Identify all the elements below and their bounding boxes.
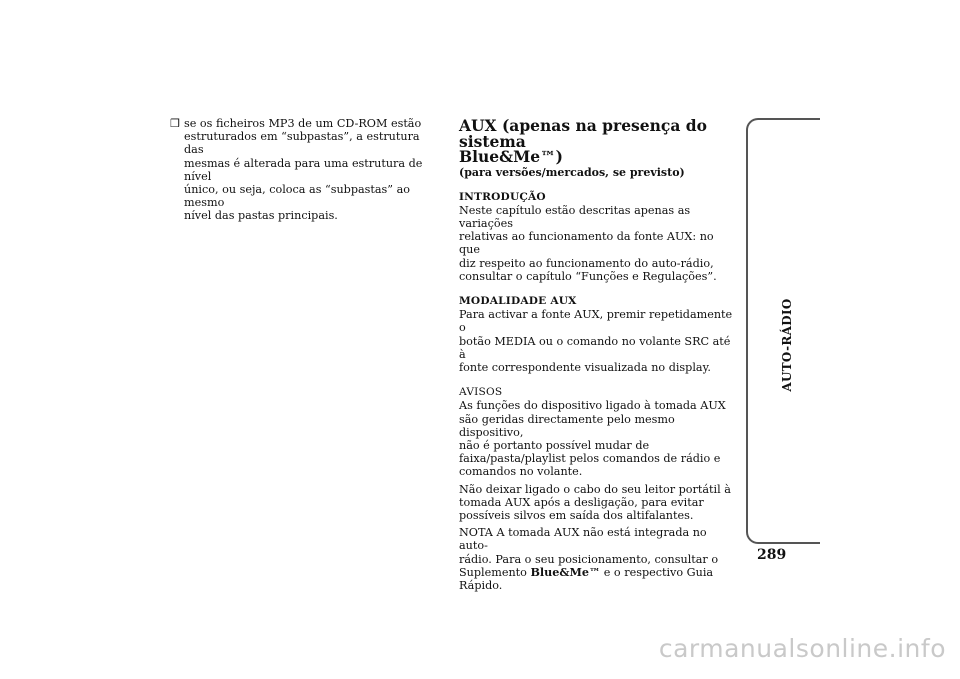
text-line: fonte correspondente visualizada no display. bbox=[459, 360, 711, 374]
text-line: são geridas directamente pelo mesmo dispositivo, bbox=[459, 412, 675, 439]
checkbox-bullet-icon: ❒ bbox=[170, 117, 180, 130]
text-line: Não deixar ligado o cabo do seu leitor portátil à bbox=[459, 482, 731, 496]
text-line: consultar o capítulo “Funções e Regulações”. bbox=[459, 269, 717, 283]
bullet-line: mesmas é alterada para uma estrutura de nível bbox=[184, 156, 423, 183]
section-title-line: Blue&Me™) bbox=[459, 147, 563, 166]
text-line: As funções do dispositivo ligado à tomada AUX bbox=[459, 399, 726, 413]
left-column bbox=[170, 117, 440, 223]
text-line: Para activar a fonte AUX, premir repetidamente o bbox=[459, 308, 733, 335]
bullet-line: nível das pastas principais. bbox=[184, 209, 338, 223]
warnings-heading: AVISOS bbox=[459, 386, 503, 399]
bullet-line: único, ou seja, coloca as “subpastas” ao mesmo bbox=[184, 183, 410, 210]
text-line: diz respeito ao funcionamento do auto-rádio, bbox=[459, 256, 714, 270]
section-title-line: AUX (apenas na presença do sistema bbox=[459, 116, 707, 151]
text-line: possíveis silvos em saída dos altifalantes. bbox=[459, 508, 694, 522]
note-paragraph bbox=[459, 526, 734, 592]
chapter-tab-text: AUTO-RÁDIO bbox=[780, 298, 794, 392]
mode-paragraph bbox=[459, 308, 734, 374]
watermark: carmanualsonline.info bbox=[658, 634, 946, 663]
bullet-item bbox=[170, 117, 440, 223]
text-line: botão MEDIA ou o comando no volante SRC até à bbox=[459, 334, 731, 361]
page-number: 289 bbox=[757, 547, 787, 563]
mode-heading: MODALIDADE AUX bbox=[459, 294, 577, 307]
text-line: Neste capítulo estão descritas apenas as variações bbox=[459, 203, 691, 230]
intro-heading: INTRODUÇÃO bbox=[459, 190, 546, 203]
text-line: tomada AUX após a desligação, para evitar bbox=[459, 495, 704, 509]
right-column bbox=[459, 118, 734, 592]
text-line: relativas ao funcionamento da fonte AUX: no que bbox=[459, 230, 714, 257]
text-line: Rápido. bbox=[459, 578, 503, 592]
section-title bbox=[459, 118, 734, 165]
text-run: e o respectivo Guia bbox=[600, 565, 714, 579]
warnings-paragraph-2 bbox=[459, 483, 734, 523]
text-run-bold: Blue&Me™ bbox=[530, 564, 601, 579]
section-subtitle: (para versões/mercados, se previsto) bbox=[459, 165, 685, 179]
text-line: comandos no volante. bbox=[459, 465, 583, 479]
text-line: não é portanto possível mudar de bbox=[459, 438, 650, 452]
bullet-line: estruturados em “subpastas”, a estrutura das bbox=[184, 130, 420, 157]
warnings-paragraph-1 bbox=[459, 399, 734, 478]
text-line bbox=[459, 566, 734, 579]
intro-paragraph bbox=[459, 204, 734, 283]
text-run: Suplemento bbox=[459, 565, 531, 579]
text-line: NOTA A tomada AUX não está integrada no auto- bbox=[459, 526, 707, 553]
chapter-tab-label bbox=[777, 300, 797, 390]
bullet-line: se os ficheiros MP3 de um CD-ROM estão bbox=[184, 117, 422, 130]
text-line: faixa/pasta/playlist pelos comandos de rádio e bbox=[459, 452, 721, 466]
text-line: rádio. Para o seu posicionamento, consultar o bbox=[459, 552, 719, 566]
